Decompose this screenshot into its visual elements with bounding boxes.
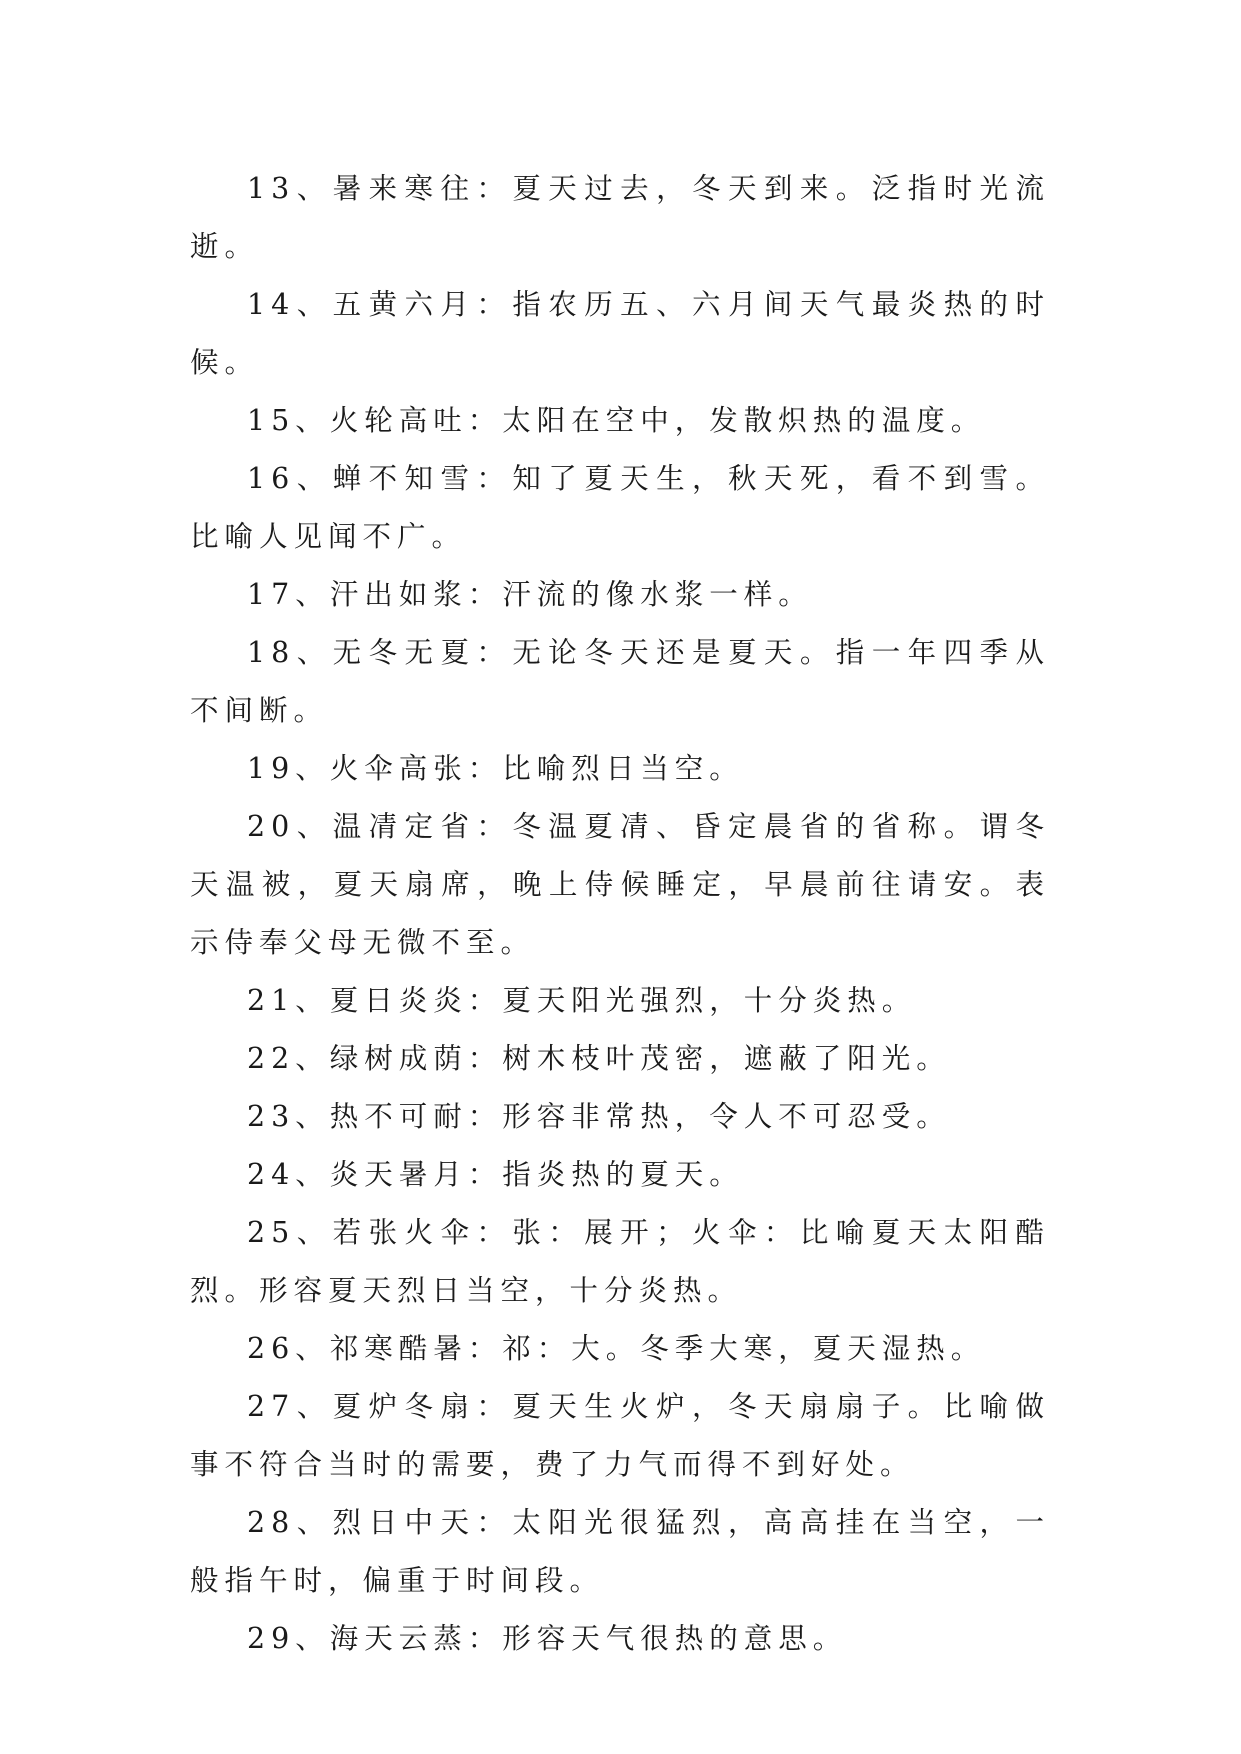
list-item: 17、汗出如浆：汗流的像水浆一样。: [247, 578, 813, 611]
list-item: 27、夏炉冬扇：夏天生火炉，冬天扇扇子。比喻做事不符合当时的需要，费了力气而得不到好处。: [190, 1390, 1050, 1481]
list-item: 26、祁寒酷暑：祁：大。冬季大寒，夏天湿热。: [247, 1332, 986, 1365]
list-item: 24、炎天暑月：指炎热的夏天。: [247, 1158, 744, 1191]
list-item: 21、夏日炎炎：夏天阳光强烈，十分炎热。: [247, 984, 917, 1017]
list-item: 18、无冬无夏：无论冬天还是夏天。指一年四季从不间断。: [190, 636, 1050, 727]
list-item: 25、若张火伞：张：展开；火伞：比喻夏天太阳酷烈。形容夏天烈日当空，十分炎热。: [190, 1216, 1050, 1307]
list-item: 14、五黄六月：指农历五、六月间天气最炎热的时候。: [190, 288, 1050, 379]
list-item: 15、火轮高吐：太阳在空中，发散炽热的温度。: [247, 404, 986, 437]
list-item: 20、温凊定省：冬温夏凊、昏定晨省的省称。谓冬天温被，夏天扇席，晚上侍候睡定，早晨前往请安。表示侍奉父母无微不至。: [190, 810, 1050, 959]
list-item: 16、蝉不知雪：知了夏天生，秋天死，看不到雪。比喻人见闻不广。: [190, 462, 1050, 553]
list-item: 23、热不可耐：形容非常热，令人不可忍受。: [247, 1100, 951, 1133]
list-item: 22、绿树成荫：树木枝叶茂密，遮蔽了阳光。: [247, 1042, 951, 1075]
list-item: 29、海天云蒸：形容天气很热的意思。: [247, 1622, 848, 1655]
list-item: 19、火伞高张：比喻烈日当空。: [247, 752, 744, 785]
list-item: 28、烈日中天：太阳光很猛烈，高高挂在当空，一般指午时，偏重于时间段。: [190, 1506, 1050, 1597]
document-body: [190, 160, 1050, 1668]
list-item: 13、暑来寒往：夏天过去，冬天到来。泛指时光流逝。: [190, 172, 1050, 263]
